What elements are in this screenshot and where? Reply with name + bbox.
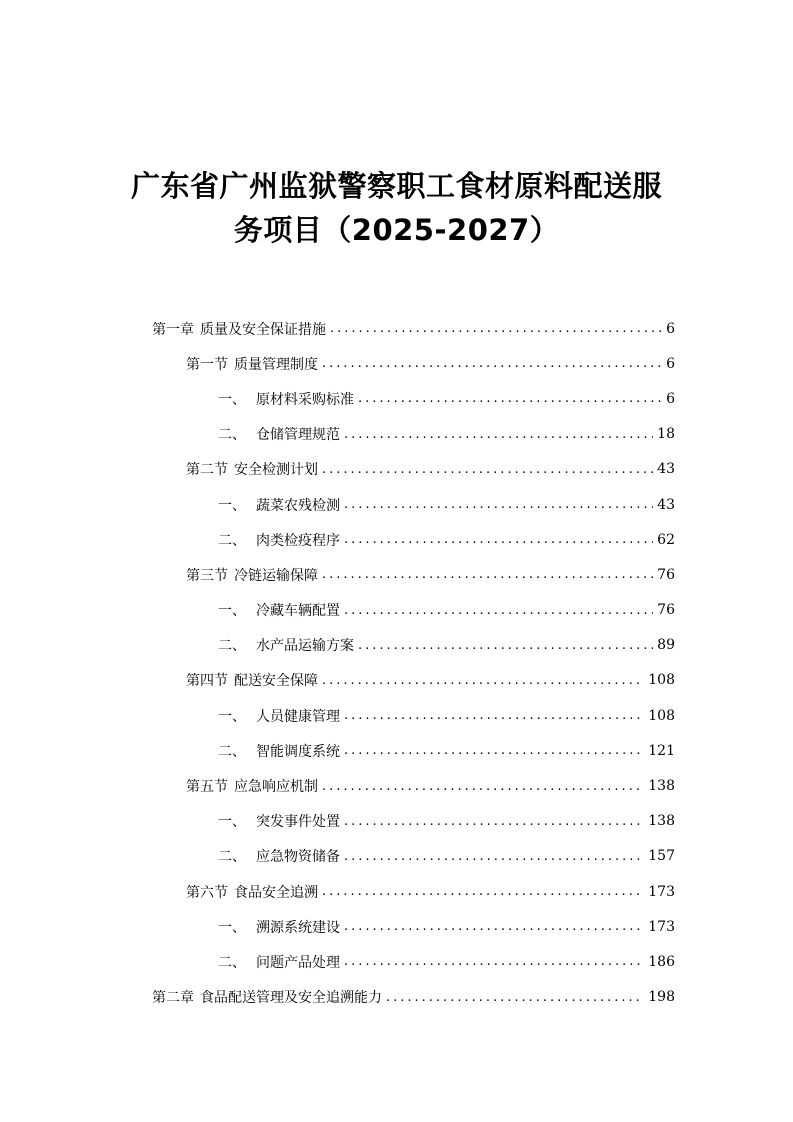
toc-dot-leader bbox=[322, 462, 653, 477]
toc-entry[interactable] bbox=[0, 346, 793, 381]
toc-entry-page-number: 157 bbox=[648, 848, 675, 865]
toc-entry-label: 原材料采购标准 bbox=[256, 391, 354, 408]
toc-entry-line bbox=[152, 311, 675, 346]
toc-entry-label: 质量及安全保证措施 bbox=[200, 321, 326, 338]
toc-dot-leader bbox=[322, 356, 662, 371]
toc-entry-page-number: 173 bbox=[648, 883, 675, 900]
toc-dot-leader bbox=[322, 567, 653, 582]
toc-entry[interactable] bbox=[0, 593, 793, 628]
toc-entry-number: 二、 bbox=[218, 743, 246, 760]
toc-dot-leader bbox=[358, 391, 662, 406]
toc-dot-leader bbox=[358, 638, 653, 653]
toc-entry-line bbox=[186, 452, 675, 487]
toc-entry[interactable] bbox=[0, 909, 793, 944]
toc-dot-leader bbox=[344, 708, 644, 723]
toc-entry-line bbox=[218, 417, 675, 452]
toc-entry-line bbox=[218, 381, 675, 416]
toc-entry-number: 第四节 bbox=[186, 673, 228, 690]
toc-entry-page-number: 18 bbox=[657, 426, 675, 443]
toc-entry-page-number: 108 bbox=[648, 707, 675, 724]
toc-entry-page-number: 89 bbox=[657, 637, 675, 654]
toc-entry-line bbox=[218, 593, 675, 628]
toc-dot-leader bbox=[344, 954, 644, 969]
toc-entry-page-number: 76 bbox=[657, 602, 675, 619]
toc-entry[interactable] bbox=[0, 381, 793, 416]
toc-entry-number: 二、 bbox=[218, 954, 246, 971]
toc-entry-number: 第三节 bbox=[186, 567, 228, 584]
toc-dot-leader bbox=[344, 532, 653, 547]
toc-entry-page-number: 108 bbox=[648, 672, 675, 689]
toc-entry-label: 人员健康管理 bbox=[256, 708, 340, 725]
toc-entry-label: 突发事件处置 bbox=[256, 814, 340, 831]
toc-entry-page-number: 138 bbox=[648, 813, 675, 830]
document-title-line-2: 务项目（2025-2027） bbox=[233, 213, 560, 247]
toc-entry-page-number: 6 bbox=[666, 390, 675, 407]
toc-entry[interactable] bbox=[0, 980, 793, 1015]
toc-entry-number: 第二节 bbox=[186, 462, 228, 479]
toc-entry-number: 一、 bbox=[218, 391, 246, 408]
toc-entry-line bbox=[218, 804, 675, 839]
toc-entry-label: 肉类检疫程序 bbox=[256, 532, 340, 549]
toc-entry-line bbox=[218, 698, 675, 733]
toc-entry-number: 一、 bbox=[218, 497, 246, 514]
toc-entry[interactable] bbox=[0, 522, 793, 557]
toc-entry-line bbox=[218, 628, 675, 663]
toc-entry-line bbox=[218, 839, 675, 874]
toc-entry[interactable] bbox=[0, 698, 793, 733]
toc-entry-number: 二、 bbox=[218, 427, 246, 444]
toc-entry-number: 一、 bbox=[218, 919, 246, 936]
toc-entry-page-number: 6 bbox=[666, 320, 675, 337]
toc-entry-number: 一、 bbox=[218, 708, 246, 725]
toc-entry-line bbox=[186, 768, 675, 803]
toc-entry-page-number: 43 bbox=[657, 496, 675, 513]
toc-entry[interactable] bbox=[0, 804, 793, 839]
toc-entry-number: 第二章 bbox=[152, 990, 194, 1007]
toc-entry[interactable] bbox=[0, 768, 793, 803]
toc-entry-line bbox=[186, 663, 675, 698]
toc-dot-leader bbox=[322, 779, 644, 794]
toc-entry-line bbox=[152, 980, 675, 1015]
toc-dot-leader bbox=[344, 497, 653, 512]
toc-entry-number: 第一章 bbox=[152, 321, 194, 338]
toc-entry[interactable] bbox=[0, 839, 793, 874]
toc-entry-label: 水产品运输方案 bbox=[256, 638, 354, 655]
toc-dot-leader bbox=[344, 603, 653, 618]
toc-entry-label: 冷链运输保障 bbox=[234, 567, 318, 584]
toc-entry-label: 智能调度系统 bbox=[256, 743, 340, 760]
document-title-line-1: 广东省广州监狱警察职工食材原料配送服 bbox=[130, 169, 662, 203]
toc-entry-number: 二、 bbox=[218, 849, 246, 866]
toc-dot-leader bbox=[322, 884, 644, 899]
toc-entry[interactable] bbox=[0, 417, 793, 452]
toc-dot-leader bbox=[386, 990, 644, 1005]
toc-entry-line bbox=[218, 733, 675, 768]
toc-entry-page-number: 6 bbox=[666, 355, 675, 372]
toc-entry-label: 配送安全保障 bbox=[234, 673, 318, 690]
toc-entry-label: 安全检测计划 bbox=[234, 462, 318, 479]
toc-entry[interactable] bbox=[0, 733, 793, 768]
toc-entry-line bbox=[218, 487, 675, 522]
toc-entry[interactable] bbox=[0, 452, 793, 487]
toc-entry-line bbox=[218, 909, 675, 944]
toc-entry[interactable] bbox=[0, 487, 793, 522]
toc-entry-line bbox=[186, 346, 675, 381]
table-of-contents bbox=[0, 311, 793, 1015]
toc-entry-line bbox=[186, 557, 675, 592]
toc-entry-label: 问题产品处理 bbox=[256, 954, 340, 971]
toc-entry[interactable] bbox=[0, 663, 793, 698]
toc-entry-number: 第一节 bbox=[186, 356, 228, 373]
toc-entry-page-number: 43 bbox=[657, 461, 675, 478]
toc-entry[interactable] bbox=[0, 874, 793, 909]
toc-entry-page-number: 198 bbox=[648, 989, 675, 1006]
toc-entry-line bbox=[186, 874, 675, 909]
toc-entry-number: 第六节 bbox=[186, 884, 228, 901]
toc-entry-label: 仓储管理规范 bbox=[256, 427, 340, 444]
toc-entry-line bbox=[218, 522, 675, 557]
toc-entry[interactable] bbox=[0, 311, 793, 346]
toc-entry-label: 质量管理制度 bbox=[234, 356, 318, 373]
toc-entry-number: 二、 bbox=[218, 532, 246, 549]
toc-dot-leader bbox=[344, 849, 644, 864]
toc-entry-line bbox=[218, 944, 675, 979]
toc-entry-label: 溯源系统建设 bbox=[256, 919, 340, 936]
toc-dot-leader bbox=[344, 919, 644, 934]
toc-entry-page-number: 76 bbox=[657, 566, 675, 583]
toc-entry-number: 二、 bbox=[218, 638, 246, 655]
toc-entry-page-number: 62 bbox=[657, 531, 675, 548]
toc-entry-page-number: 186 bbox=[648, 953, 675, 970]
toc-entry-number: 一、 bbox=[218, 814, 246, 831]
toc-dot-leader bbox=[330, 321, 662, 336]
toc-entry-label: 应急物资储备 bbox=[256, 849, 340, 866]
toc-entry[interactable] bbox=[0, 628, 793, 663]
toc-entry-label: 蔬菜农残检测 bbox=[256, 497, 340, 514]
toc-entry[interactable] bbox=[0, 944, 793, 979]
toc-dot-leader bbox=[344, 743, 644, 758]
toc-entry-number: 第五节 bbox=[186, 779, 228, 796]
toc-entry-number: 一、 bbox=[218, 603, 246, 620]
toc-entry[interactable] bbox=[0, 557, 793, 592]
toc-entry-page-number: 173 bbox=[648, 918, 675, 935]
toc-entry-page-number: 121 bbox=[648, 742, 675, 759]
toc-dot-leader bbox=[344, 427, 653, 442]
toc-entry-label: 食品配送管理及安全追溯能力 bbox=[200, 990, 382, 1007]
toc-entry-label: 应急响应机制 bbox=[234, 779, 318, 796]
toc-entry-label: 食品安全追溯 bbox=[234, 884, 318, 901]
toc-dot-leader bbox=[322, 673, 644, 688]
toc-dot-leader bbox=[344, 814, 644, 829]
toc-entry-label: 冷藏车辆配置 bbox=[256, 603, 340, 620]
toc-entry-page-number: 138 bbox=[648, 778, 675, 795]
